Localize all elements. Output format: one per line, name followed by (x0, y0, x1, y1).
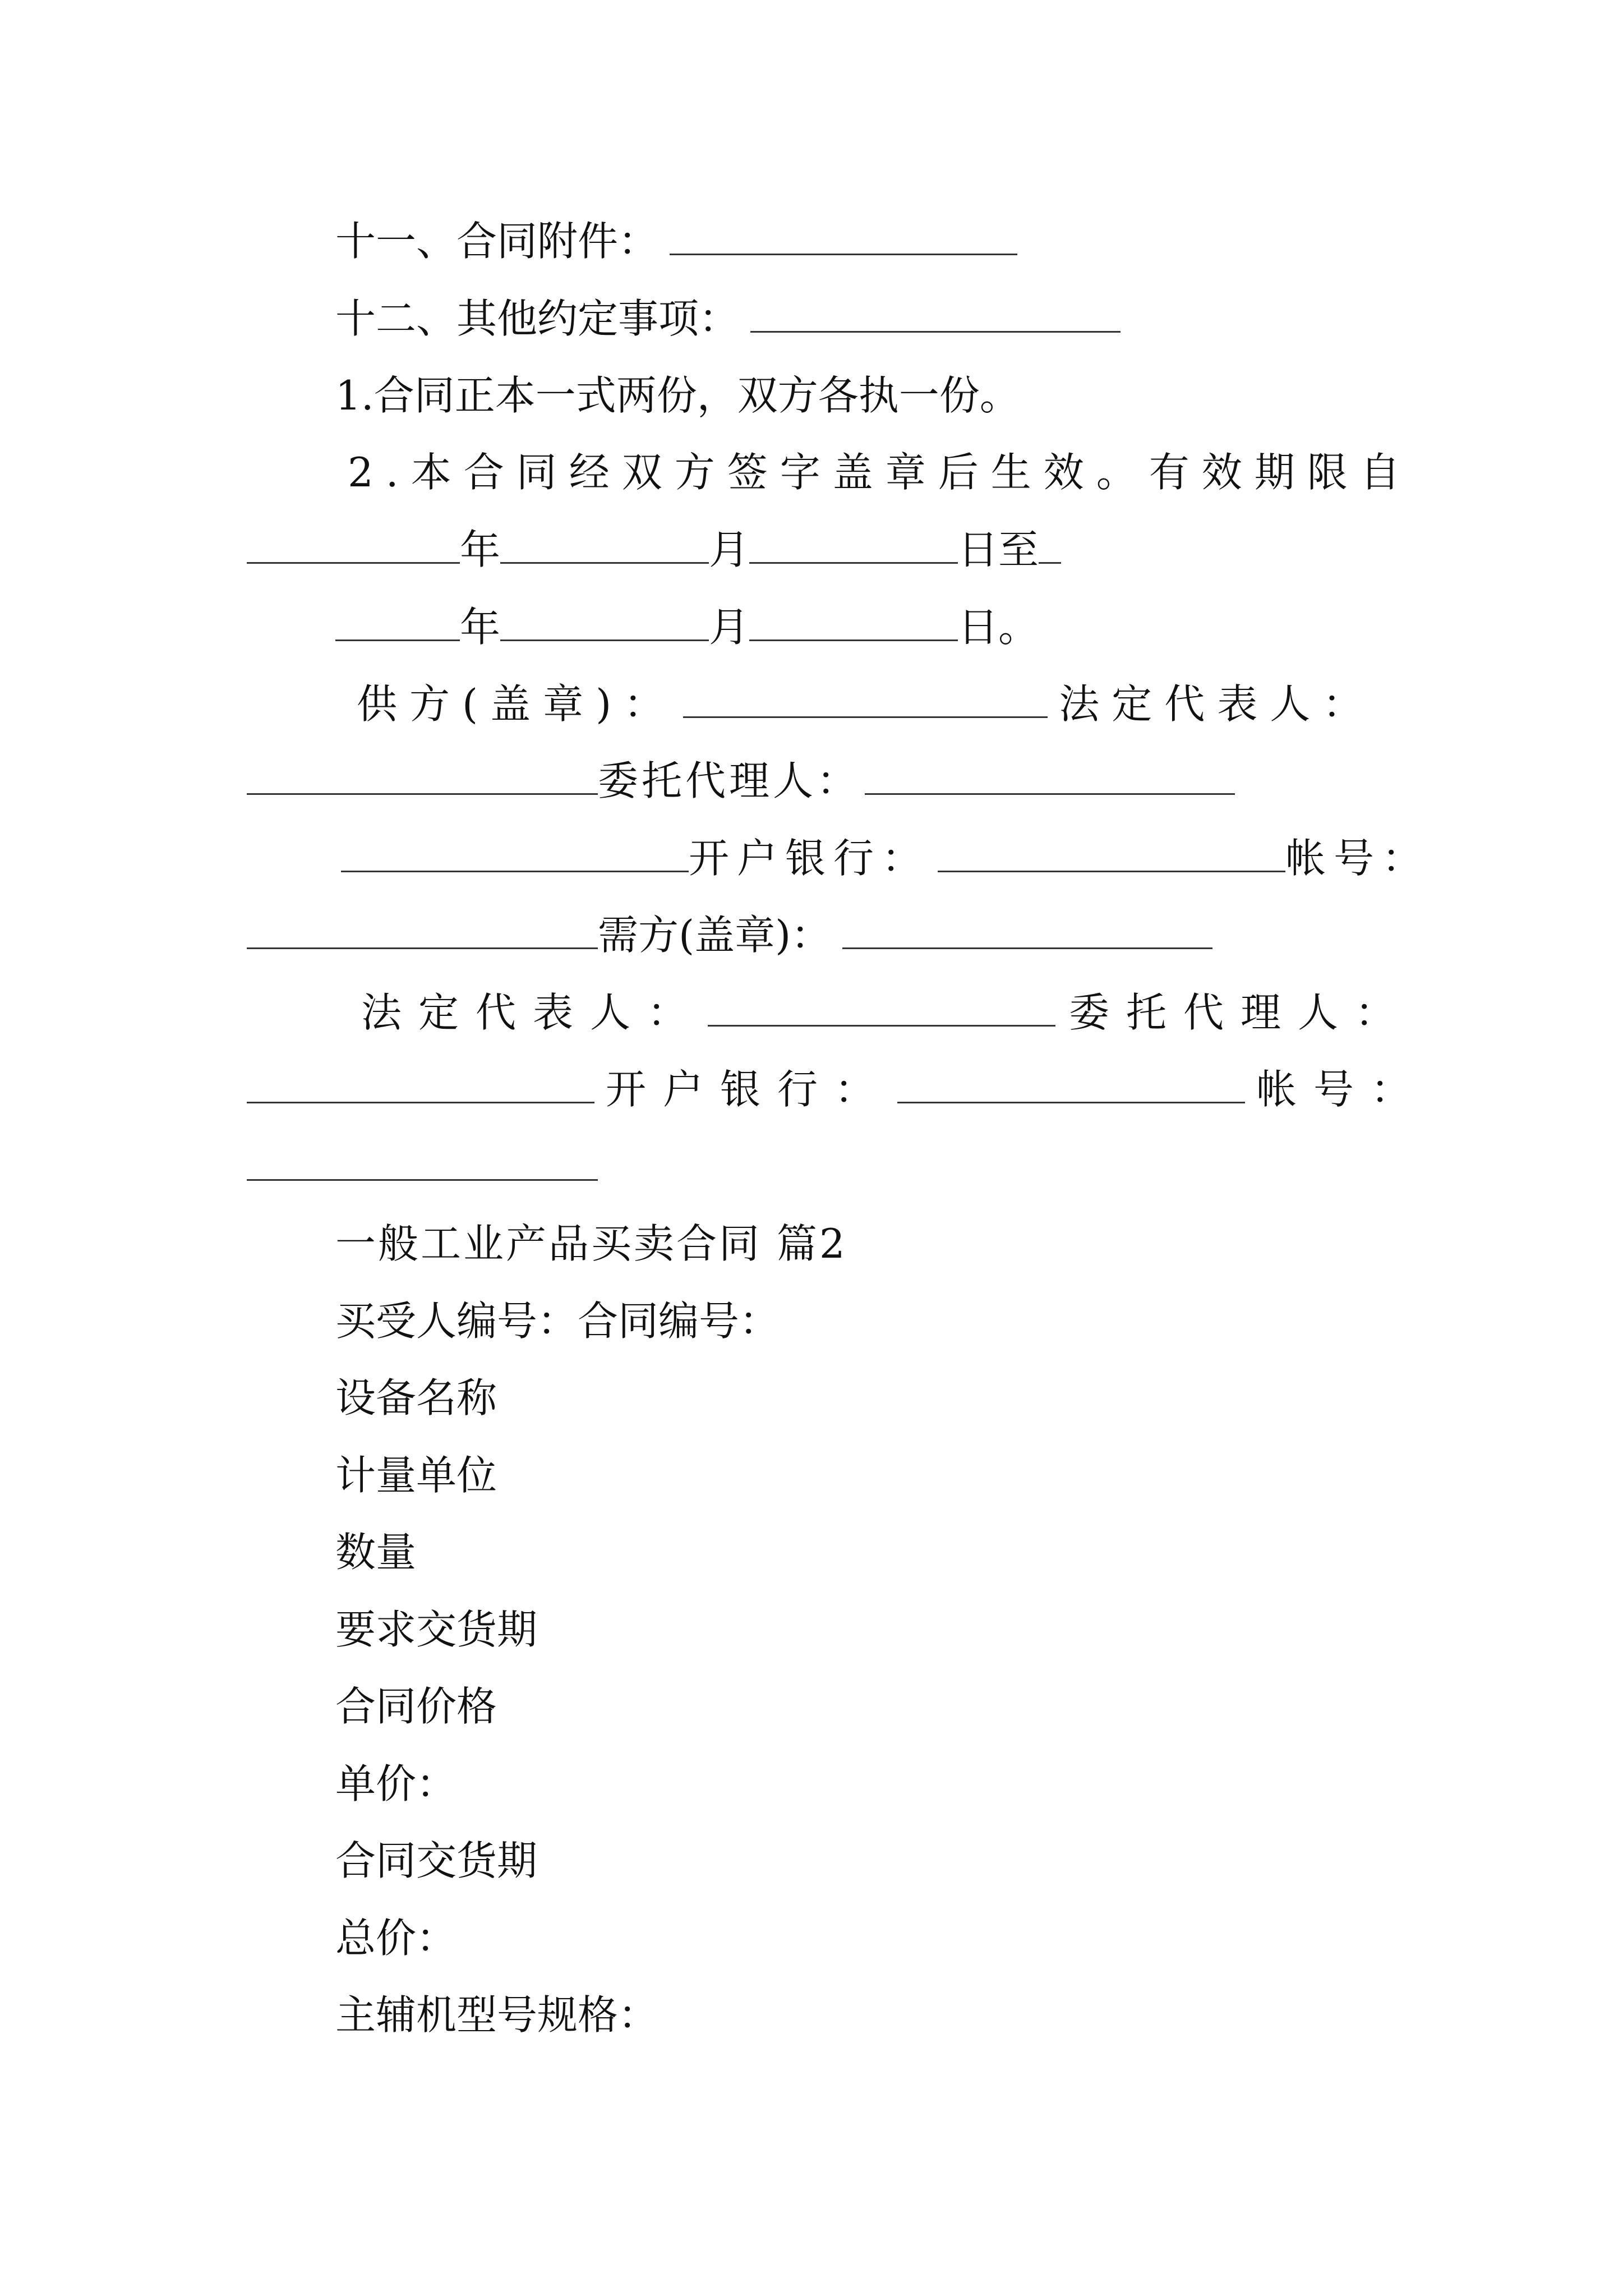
demander-bank-label: 开户银行： (606, 1066, 892, 1113)
clause-12-line (335, 291, 1121, 347)
equipment-name-text: 设备名称 (335, 1374, 497, 1421)
demander-seal-blank (842, 913, 1212, 949)
contract-delivery-line (335, 1833, 537, 1889)
end-day-unit: 日。 (958, 604, 1039, 651)
start-day-unit: 日至 (958, 526, 1039, 573)
demander-rep-line (361, 984, 1412, 1041)
required-delivery-text: 要求交货期 (335, 1606, 538, 1653)
demander-bank-blank (897, 1067, 1245, 1103)
supplier-bank-blank (938, 836, 1285, 872)
model-spec-line (335, 1987, 658, 2043)
other-terms-blank (750, 296, 1121, 333)
required-delivery-line (335, 1602, 537, 1658)
clause-12-label: 十二、其他约定事项： (335, 295, 740, 342)
demander-seal-line (247, 907, 1212, 963)
unit-price-text: 单价： (335, 1760, 457, 1807)
supplier-bank-blank-before (341, 836, 689, 872)
start-month-unit: 月 (709, 526, 750, 573)
end-month-blank (500, 605, 709, 641)
supplier-account-blank (247, 913, 598, 949)
model-spec-text: 主辅机型号规格： (335, 1991, 659, 2039)
supplier-seal-line (357, 676, 1375, 732)
total-price-line (335, 1910, 457, 1966)
supplier-agent-label: 委托代理人： (598, 757, 861, 804)
total-price-text: 总价： (335, 1915, 457, 1962)
validity-text: 2.本合同经双方签字盖章后生效。有效期限自 (348, 449, 1413, 496)
unit-of-measure-line (335, 1447, 497, 1503)
start-day-blank (749, 527, 958, 564)
section-2-title-text: 一般工业产品买卖合同 篇2 (335, 1220, 847, 1267)
start-year-unit: 年 (460, 526, 501, 573)
supplier-seal-label: 供方(盖章)： (357, 680, 677, 728)
supplier-seal-blank (683, 682, 1048, 718)
end-year-blank-start (1039, 527, 1061, 564)
quantity-text: 数量 (335, 1529, 417, 1576)
demander-legal-rep-label: 法定代表人： (361, 989, 705, 1036)
clause-11-label: 十一、合同附件： (335, 218, 659, 265)
supplier-legal-rep-blank (247, 758, 598, 795)
copies-text: 1.合同正本一式两份，双方各执一份。 (335, 372, 1020, 419)
supplier-agent-blank (865, 758, 1235, 795)
demander-account-line (247, 1139, 598, 1195)
contract-numbers-line (335, 1293, 780, 1349)
validity-line (348, 444, 1413, 500)
end-day-blank (749, 605, 958, 641)
unit-price-line (335, 1756, 457, 1812)
quantity-line (335, 1524, 416, 1580)
demander-legal-rep-blank (708, 990, 1055, 1027)
supplier-bank-label: 开户银行： (689, 835, 930, 882)
end-month-unit: 月 (709, 604, 750, 651)
demander-account-blank (247, 1144, 598, 1181)
validity-start-date-line (247, 522, 1061, 578)
supplier-agent-line (247, 753, 1235, 809)
end-year-unit: 年 (460, 604, 501, 651)
section-2-title (335, 1216, 847, 1272)
clause-11-line (335, 213, 1017, 269)
supplier-legal-rep-label: 法定代表人： (1059, 680, 1376, 728)
equipment-name-line (335, 1370, 497, 1426)
end-year-blank (335, 605, 460, 641)
demander-account-label: 帐号： (1256, 1066, 1428, 1113)
demander-bank-line (247, 1061, 1428, 1117)
attachments-blank (670, 219, 1017, 255)
copies-line (335, 367, 1020, 424)
unit-of-measure-text: 计量单位 (335, 1452, 497, 1499)
contract-numbers-text: 买受人编号：合同编号： (335, 1297, 780, 1345)
start-month-blank (500, 527, 709, 564)
validity-end-date-line (335, 599, 1039, 655)
start-year-blank (247, 527, 460, 564)
supplier-account-label: 帐号： (1285, 835, 1431, 882)
contract-delivery-text: 合同交货期 (335, 1837, 538, 1884)
contract-price-text: 合同价格 (335, 1683, 497, 1730)
supplier-bank-line (341, 830, 1430, 886)
demander-seal-label: 需方(盖章)： (598, 912, 832, 959)
demander-agent-label: 委托代理人： (1069, 989, 1413, 1036)
contract-price-line (335, 1678, 497, 1734)
demander-agent-blank (247, 1067, 594, 1103)
